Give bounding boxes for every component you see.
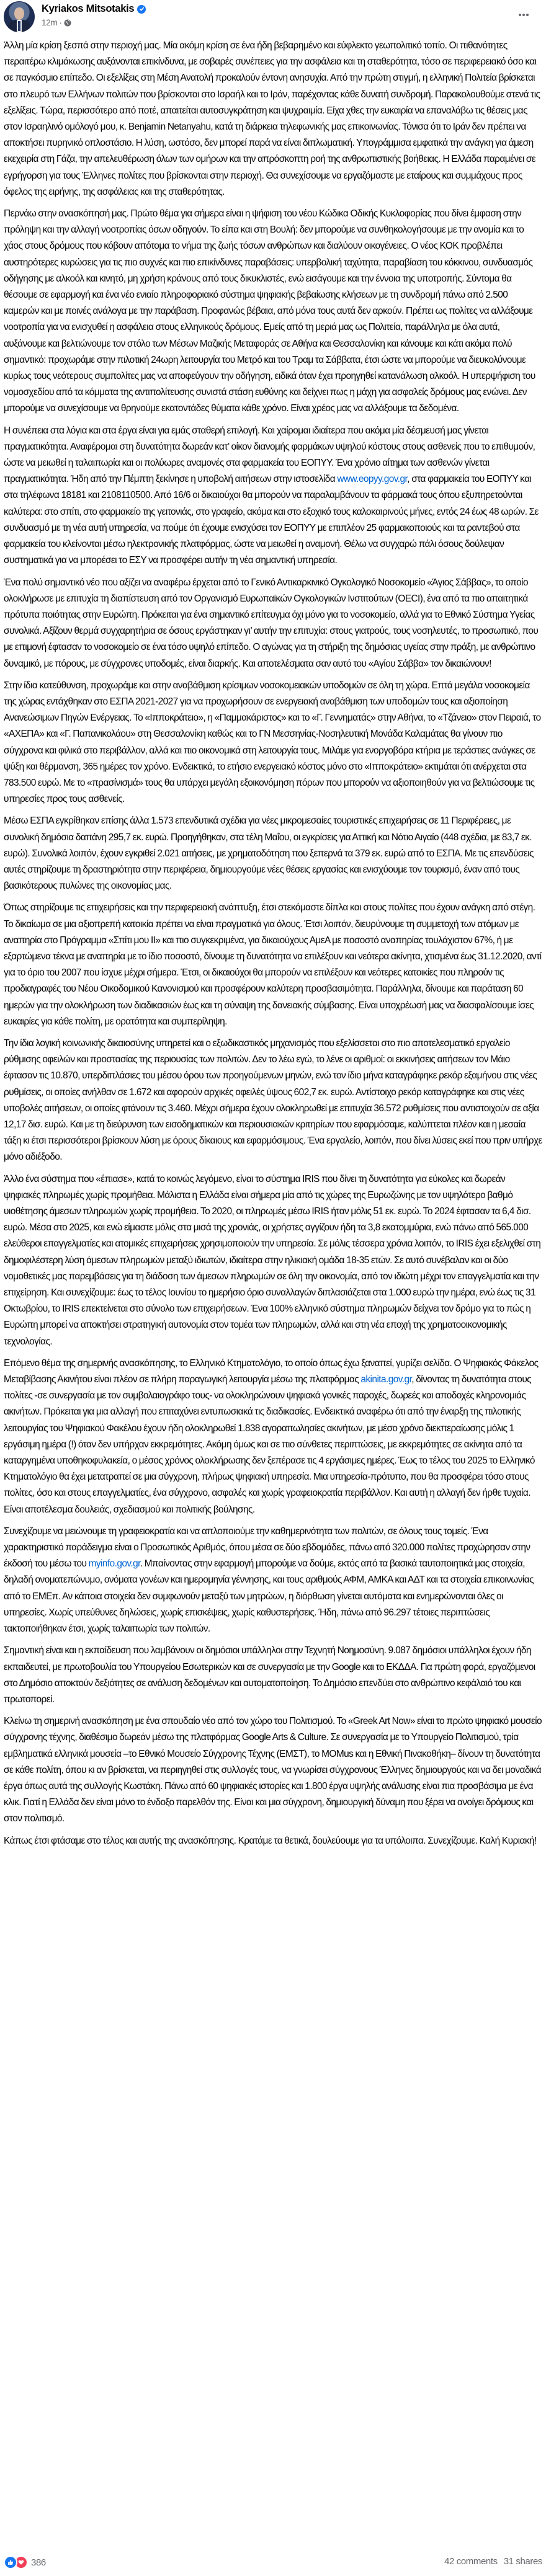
post-paragraph [4, 1524, 542, 1637]
more-dot [519, 14, 521, 16]
inline-link[interactable]: myinfo.gov.gr [88, 1558, 140, 1570]
more-dot [526, 14, 529, 16]
post-header [0, 0, 546, 32]
post-body [0, 32, 546, 1849]
inline-link[interactable]: akinita.gov.gr [360, 1374, 412, 1385]
paragraph-text: Συνεχίζουμε να μειώνουμε τη γραφειοκρατία και να απλοποιούμε την καθημερινότητα των πολιτών, σε όλους τους τομείς. Ένα χαρακτηριστικό παράδειγμα είναι ο Προσωπικός Αριθμός, όπου μέσα σε δύο εβδομάδες, πάνω από 320.000 πολίτες προχώρησαν στην έκδοσή του μέσω του [4, 1526, 530, 1570]
paragraph-text: Άλλο ένα σύστημα που «έπιασε», κατά το κοινώς λεγόμενο, είναι το σύστημα IRIS που δίνει τη δυνατότητα για εύκολες και δωρεάν ψηφιακές πληρωμές χωρίς προμήθεια. Μάλιστα η Ελλάδα είναι σήμερα μία από τις χώρες της Ευρωζώνης με τον υψηλότερο βαθμό υιοθέτησης άμεσων πληρωμών χωρίς προμήθεια. Το 2020, οι πληρωμές μέσω IRIS ήταν μόλις 51 εκ. ευρώ. Το 2024 έφτασαν τα 6,4 δισ. ευρώ. Μέσα στο 2025, και ενώ είμαστε μόλις στα μισά της χρονιάς, οι χρήστες αγγίζουν ήδη τα 3,8 εκατομμύρια, ενώ πάνω από 565.000 ελεύθεροι επαγγελματίες και ατομικές επιχειρήσεις χρησιμοποιούν την υπηρεσία. Σε μόλις τέσσερα χρόνια λοιπόν, το IRIS έχει εξελιχθεί στη δημοφιλέστερη λύση άμεσων πληρωμών μεταξύ ιδιωτών, ιδιαίτερα στην ηλικιακή ομάδα 18-35 ετών. Σε αυτό συνέβαλαν και οι δύο νομοθετικές μας παρεμβάσεις για τη διάδοση των άμεσων πληρωμών σε όλη την οικονομία, από τον ιδιώτη μέχρι τον επαγγελματία και την επιχείρηση. Και συνεχίζουμε: έως το τέλος Ιουνίου το ημερήσιο όριο συναλλαγών διπλασιάζεται στα 1.000 ευρώ την ημέρα, ενώ έως τις 31 Οκτωβρίου, το IRIS επεκτείνεται στο σύνολο των επιχειρήσεων. Ένα 100% ελληνικό σύστημα πληρωμών δείχνει τον δρόμο για το πώς η Ευρώπη μπορεί να αποκτήσει στρατηγική αυτονομία στον τομέα των πληρωμών, αλλά και στη νέα εποχή της χρηματοοικονομικής τεχνολογίας. [4, 1173, 541, 1347]
post-paragraph [4, 1036, 542, 1166]
shares-count[interactable]: 31 shares [503, 2556, 542, 2567]
globe-icon[interactable] [64, 19, 71, 27]
post-paragraph [4, 1833, 542, 1849]
reaction-count[interactable]: 386 [31, 2557, 46, 2568]
post-footer [0, 2553, 546, 2572]
paragraph-text: Κλείνω τη σημερινή ανασκόπηση με ένα σπουδαίο νέο από τον χώρο του Πολιτισμού. Το «Greek Art Now» είναι το πρώτο ψηφιακό μουσείο σύγχρονης τέχνης, διαθέσιμο δωρεάν μέσω της πλατφόρμας Google Arts & Culture. Σε συνεργασία με το Υπουργείο Πολιτισμού, τρία εμβληματικά ελληνικά μουσεία –το Εθνικό Μουσείο Σύγχρονης Τέχνης (ΕΜΣΤ), το MOMus και η Εθνική Πινακοθήκη– δίνουν τη δυνατότητα σε κάθε πολίτη, όπου κι αν βρίσκεται, να περιηγηθεί στις συλλογές τους, να γνωρίσει σύγχρονους Έλληνες δημιουργούς και να δει μοναδικά έργα όπως αυτά της συλλογής Κωστάκη. Πάνω από 60 ψηφιακές ιστορίες και 1.800 έργα υψηλής ανάλυσης είναι πια προσβάσιμα με ένα κλικ. Γιατί η Ελλάδα δεν είναι μόνο το ένδοξο παρελθόν της. Είναι και μια σύγχρονη, δημιουργική δύναμη που ξέρει να ανοίγει δρόμους και στον πολιτισμό. [4, 1716, 542, 1824]
paragraph-text: . Μπαίνοντας στην εφαρμογή μπορούμε να δούμε, εκτός από τα βασικά ταυτοποιητικά μας στοιχεία, δηλαδή ονοματεπώνυμο, ονόματα γονέων και ημερομηνία γέννησης, και τους αριθμούς ΑΦΜ, ΑΜΚΑ και ΑΔΤ και τα στοιχεία επικοινωνίας από το ΕΜΕπ. Αν κάποια στοιχεία δεν συμφωνούν μεταξύ των μητρώων, η διόρθωση γίνεται αυτόματα και ενημερώνονται όλες οι υπηρεσίες. Χωρίς υπεύθυνες δηλώσεις, χωρίς επισκέψεις, χωρίς καθυστερήσεις. Ήδη, πάνω από 96.297 τέτοιες περιπτώσεις τακτοποιήθηκαν έτσι, χωρίς ταλαιπωρία των πολιτών. [4, 1558, 534, 1635]
paragraph-text: Την ίδια λογική κοινωνικής δικαιοσύνης υπηρετεί και ο εξωδικαστικός μηχανισμός που εξελίσσεται στο πιο αποτελεσματικό εργαλείο ρύθμισης οφειλών και προστασίας της περιουσίας των πολιτών. Δεν το λέω εγώ, το λένε οι αριθμοί: οι εκκινήσεις αιτήσεων τον Μάιο έφτασαν τις 10.870, υπερδιπλάσιες του μέσου όρου των προηγούμενων μηνών, ενώ τον ίδιο μήνα καταγράφηκε ρεκόρ εξαμήνου στις νέες ρυθμίσεις, οι οποίες ανήλθαν σε 1.672 και αφορούν αρχικές οφειλές ύψους 602,7 εκ. ευρώ. Αντίστοιχο ρεκόρ καταγράφηκε και στις νέες υποβολές αιτήσεων, οι οποίες φτάνουν τις 3.460. Μέχρι σήμερα έχουν ολοκληρωθεί με επιτυχία 36.572 ρυθμίσεις που αντιστοιχούν σε αξία 12,17 δισ. ευρώ. Και με τη διεύρυνση των εισοδηματικών και περιουσιακών κριτηρίων που εφαρμόσαμε, καλύπτεται πλέον και η μεσαία τάξη κι έτσι περισσότεροι βρίσκουν λύση με όρους δίκαιους και εφαρμόσιμους. Ένα εργαλείο, λοιπόν, που δίνει λύσεις εκεί που πριν υπήρχε μόνο αδιέξοδο. [4, 1037, 542, 1163]
post-paragraph [4, 900, 542, 1030]
avatar-face [14, 7, 24, 20]
paragraph-text: Μέσω ΕΣΠΑ εγκρίθηκαν επίσης άλλα 1.573 επενδυτικά σχέδια για νέες μικρομεσαίες τουριστικές επιχειρήσεις σε 11 Περιφέρειες, με συνολική δημόσια δαπάνη 295,7 εκ. ευρώ. Προηγήθηκαν, στα τέλη Μαΐου, οι εγκρίσεις για Αττική και Νότιο Αιγαίο (448 σχέδια, με 83,7 εκ. ευρώ). Συνολικά λοιπόν, έχουν εγκριθεί 2.021 αιτήσεις, με χρηματοδότηση που ξεπερνά τα 379 εκ. ευρώ από το ΕΣΠΑ. Με τις επενδύσεις αυτές στηρίζουμε τη δραστηριότητα στην περιφέρεια, δημιουργούμε νέες θέσεις εργασίας και ενισχύουμε τον τουρισμό, έναν από τους βασικότερους πυλώνες της οικονομίας μας. [4, 815, 534, 892]
paragraph-text: Όπως στηρίζουμε τις επιχειρήσεις και την περιφερειακή ανάπτυξη, έτσι στεκόμαστε δίπλα και στους πολίτες που έχουν ανάγκη από στέγη. Το δικαίωμα σε μια αξιοπρεπή κατοικία πρέπει να είναι πραγματικά για όλους. Έτσι λοιπόν, διευρύνουμε τη συμμετοχή των ατόμων με αναπηρία στο Πρόγραμμα «Σπίτι μου ΙΙ» και πιο συγκεκριμένα, για δικαιούχους ΑμεΑ με ποσοστό αναπηρίας τουλάχιστον 67%, ή με εξαρτώμενα τέκνα με αναπηρία με το ίδιο ποσοστό, δίνουμε τη δυνατότητα να επιλέξουν και νεότερα ακίνητα, χτισμένα έως 31.12.2020, αντί για το όριο του 2007 που ίσχυε μέχρι σήμερα. Έτσι, οι δικαιούχοι θα μπορούν να επιλέξουν και νεότερες κατοικίες που πληρούν τις προδιαγραφές του Νέου Οικοδομικού Κανονισμού και προσφέρουν καλύτερη προσβασιμότητα. Παράλληλα, δίνουμε και παράταση 60 ημερών για την ολοκλήρωση των διαδικασιών έως και τη σύναψη της δανειακής σύμβασης. Είναι υποχρέωσή μας να διασφαλίσουμε ίσες ευκαιρίες για κάθε πολίτη, με ορατότητα και συμπερίληψη. [4, 902, 542, 1027]
inline-link[interactable]: www.eopyy.gov.gr [337, 474, 408, 485]
paragraph-text: Σημαντική είναι και η εκπαίδευση που λαμβάνουν οι δημόσιοι υπάλληλοι στην Τεχνητή Νοημοσύνη. 9.087 δημόσιοι υπάλληλοι έχουν ήδη εκπαιδευτεί, με πρωτοβουλία του Υπουργείου Εσωτερικών και σε συνεργασία με την Google και το ΕΚΔΔΑ. Για πρώτη φορά, εργαζόμενοι στο Δημόσιο αποκτούν δεξιότητες σε ανάλυση δεδομένων και αυτοματοποίηση. Το Δημόσιο επενδύει στο ανθρώπινο κεφάλαιό του και πρωτοπορεί. [4, 1645, 535, 1705]
post-paragraph [4, 813, 542, 894]
author-name-text[interactable]: Kyriakos Mitsotakis [42, 3, 135, 14]
paragraph-text: Άλλη μία κρίση ξεσπά στην περιοχή μας. Μία ακόμη κρίση σε ένα ήδη βεβαρημένο και εύφλεκτο γεωπολιτικό τοπίο. Οι πιθανότητες περαιτέρω κλιμάκωσης αυξάνονται επικίνδυνα, με σοβαρές συνέπειες για την ασφάλεια και τη σταθερότητα, τόσο σε περιφερειακό όσο και σε παγκόσμιο επίπεδο. Οι εξελίξεις στη Μέση Ανατολή προκαλούν έντονη ανησυχία. Από την πρώτη στιγμή, η ελληνική Πολιτεία βρίσκεται στο πλευρό των Ελλήνων πολιτών που βρίσκονται στο Ισραήλ και το Ιράν, παρέχοντας κάθε δυνατή συνδρομή. Παρακολουθούμε στενά τις εξελίξεις. Τώρα, περισσότερο από ποτέ, απαιτείται αυτοσυγκράτηση και ψυχραιμία. Είχα χθες την ευκαιρία να επαναλάβω τις θέσεις μας στον Ισραηλινό ομόλογό μου, κ. Benjamin Netanyahu, κατά τη διάρκεια τηλεφωνικής μας επικοινωνίας. Τόνισα ότι το Ιράν δεν πρέπει να αποκτήσει πυρηνικό οπλοστάσιο. Η λύση, ωστόσο, δεν μπορεί παρά να είναι διπλωματική. Υπογράμμισα εμφατικά την ανάγκη για άμεση εκεχειρία στη Γάζα, την απελευθέρωση όλων των ομήρων και την απρόσκοπτη ροή της ανθρωπιστικής βοήθειας. Η Ελλάδα παραμένει σε εγρήγορση για τους Έλληνες πολίτες που βρίσκονται στην περιοχή. Θα συνεχίσουμε να εργαζόμαστε με εταίρους και συμμάχους προς όφελος της ειρήνης, της ασφάλειας και της σταθερότητας. [4, 40, 540, 197]
post-paragraph [4, 423, 542, 569]
author-name[interactable] [42, 3, 146, 15]
post-paragraph [4, 1171, 542, 1350]
post-meta [42, 18, 71, 27]
paragraph-text: , στα φαρμακεία του ΕΟΠΥΥ και στα τηλέφωνα 18181 και 2108110500. Από 16/6 οι δικαιούχοι θα μπορούν να παραλαμβάνουν τα φάρμακά τους όπου εξυπηρετούνται καλύτερα: στο σπίτι, στο φαρμακείο της γειτονιάς, στο γραφείο, ακόμα και στο εξοχικό τους καλοκαιρινούς μήνες, εντός 24 έως 48 ωρών. Σε συνδυασμό με τη νέα αυτή υπηρεσία, να πούμε ότι έχουμε ενισχύσει τον ΕΟΠΥΥ με επιπλέον 25 φαρμακοποιούς και τα ραντεβού στα φαρμακεία του κλείνονται μέσω ηλεκτρονικής πλατφόρμας, ώστε να μειωθεί η αναμονή. Θέλω να συγχαρώ πάλι όσους δούλεψαν συστηματικά για να μπορέσει το ΕΣΥ να προσφέρει αυτήν τη νέα σημαντική υπηρεσία. [4, 474, 539, 566]
avatar-tie [18, 21, 20, 31]
like-reaction-icon [4, 2556, 17, 2569]
paragraph-text: Ένα πολύ σημαντικό νέο που αξίζει να αναφέρω έρχεται από το Γενικό Αντικαρκινικό Ογκολογικό Νοσοκομείο «Άγιος Σάββας», το οποίο ολοκλήρωσε με επιτυχία τη διαπίστευση από τον Οργανισμό Ευρωπαϊκών Ογκολογικών Ινστιτούτων (OECI), ένα από τα πιο απαιτητικά πρότυπα ποιότητας στην Ευρώπη. Πρόκειται για ένα σημαντικό επίτευγμα όχι μόνο για το νοσοκομείο, αλλά για το Εθνικό Σύστημα Υγείας συνολικά. Αξίζουν θερμά συγχαρητήρια σε όσους εργάστηκαν γι’ αυτήν την επιτυχία: στους γιατρούς, τους νοσηλευτές, το προσωπικό, που με επιμονή έφτασαν το νοσοκομείο σε ένα τόσο υψηλό επίπεδο. Ο αγώνας για τη στήριξη της δημόσιας υγείας στην πράξη, με ανθρώπινο δυναμικό, με πόρους, με σύγχρονες υποδομές, είναι διαρκής. Και αποτελέσματα σαν αυτό του «Αγίου Σάββα» τον δικαιώνουν! [4, 577, 539, 669]
paragraph-text: Η συνέπεια στα λόγια και στα έργα είναι για εμάς σταθερή επιλογή. Και χαίρομαι ιδιαίτερα που ακόμα μία δέσμευσή μας γίνεται πραγματικότητα. Αναφέρομαι στη δυνατότητα δωρεάν κατ’ οίκον διανομής φαρμάκων υψηλού κόστους στους ασθενείς που το επιθυμούν, ώστε να μειωθεί η ταλαιπωρία και οι πολύωρες αναμονές στα φαρμακεία του ΕΟΠΥΥ. Ένα χρόνιο αίτημα των ασθενών γίνεται πραγματικότητα. Ήδη από την Πέμπτη ξεκίνησε η υποβολή αιτήσεων στην ιστοσελίδα [4, 425, 535, 485]
author-avatar[interactable] [4, 1, 35, 32]
post-paragraph [4, 206, 542, 417]
post-paragraph [4, 678, 542, 808]
post-paragraph [4, 1713, 542, 1827]
paragraph-text: Επόμενο θέμα της σημερινής ανασκόπησης, το Ελληνικό Κτηματολόγιο, το οποίο όπως έχω ξαναπεί, γυρίζει σελίδα. Ο Ψηφιακός Φάκελος Μεταβίβασης Ακινήτου είναι πλέον σε πλήρη παραγωγική λειτουργία μέσω της πλατφόρμας [4, 1357, 539, 1385]
post-paragraph [4, 38, 542, 200]
paragraph-text: Στην ίδια κατεύθυνση, προχωράμε και στην αναβάθμιση κρίσιμων νοσοκομειακών υποδομών σε όλη τη χώρα. Επτά μεγάλα νοσοκομεία της χώρας εντάχθηκαν στο ΕΣΠΑ 2021-2027 για να προχωρήσουν σε ενεργειακή αναβάθμιση των υποδομών τους και αξιοποίηση Ανανεώσιμων Πηγών Ενέργειας. Το «Ιπποκράτειο», η «Παμμακάριστος» και το «Γ. Γεννηματάς» στην Αθήνα, το «Τζάνειο» στον Πειραιά, το «ΑΧΕΠΑ» και «Γ. Παπανικολάου» στη Θεσσαλονίκη καθώς και το ΓΝ Μεσσηνίας-Νοσηλευτική Μονάδα Καλαμάτας θα γίνουν πιο σύγχρονα και φιλικά στο περιβάλλον, αλλά και πιο οικονομικά στη λειτουργία τους. Μιλάμε για ενοργοβόρα κτήρια με τεράστιες ανάγκες σε ψύξη και θέρμανση, 365 ημέρες τον χρόνο. Ενδεικτικά, το ετήσιο ενεργειακό κόστος μόνο στο «Ιπποκράτειο» εκτιμάται ότι ανέρχεται στα 783.500 ευρώ. Με το «πρασίνισμά» τους θα υπάρχει μεγάλη εξοικονόμηση πόρων που μπορούν να αξιοποιηθούν για να βελτιώσουμε τις υπηρεσίες προς τους ασθενείς. [4, 680, 541, 805]
more-options-icon[interactable] [516, 9, 531, 21]
verified-badge-icon [137, 5, 146, 14]
engagement-stats [444, 2556, 542, 2567]
more-dot [522, 14, 525, 16]
post-time[interactable]: 12m [42, 18, 58, 27]
post-paragraph [4, 575, 542, 672]
paragraph-text: Περνάω στην ανασκόπησή μας. Πρώτο θέμα για σήμερα είναι η ψήφιση του νέου Κώδικα Οδικής Κυκλοφορίας που δίνει έμφαση στην πρόληψη και την αλλαγή νοοτροπίας όσων οδηγούν. Το είπα και στη Βουλή: δεν μπορούμε να συνθηκολογήσουμε με την ανομία και το χάος στους δρόμους που κόβουν απότομα το νήμα της ζωής τόσων ανθρώπων και διαλύουν οικογένειες. Ο νέος ΚΟΚ προβλέπει αυστηρότερες κυρώσεις για τις πιο συχνές και πιο επικίνδυνες παραβάσεις: υπερβολική ταχύτητα, παραβίαση του κόκκινου, συνδυασμός οδήγησης με αλκοόλ και κινητό, μη χρήση κράνους από τους δικυκλιστές, ενώ εισάγουμε και την έννοια της υποτροπής. Σύντομα θα θέσουμε σε εφαρμογή και ένα νέο ενιαίο πληροφοριακό σύστημα ψηφιακής βεβαίωσης κλήσεων με τη συνδρομή πάνω από 2.500 καμερών και με ποινές ανάλογα με την παράβαση. Προφανώς βέβαια, από μόνα τους αυτά δεν αρκούν. Πρέπει ως πολίτες να αλλάξουμε νοοτροπία για να ενισχυθεί η ασφάλεια στους ελληνικούς δρόμους. Εμείς από τη μεριά μας ως Πολιτεία, παράλληλα με όλα αυτά, αυξάνουμε και βελτιώνουμε τον στόλο των Μέσων Μαζικής Μεταφοράς σε Αθήνα και Θεσσαλονίκη και κάνουμε και κάτι ακόμα πολύ σημαντικό: προχωράμε στην πιλοτική 24ωρη λειτουργία του Μετρό και του Τραμ τα Σάββατα, έτσι ώστε να μπορούμε να διευκολύνουμε κυρίως τους νεότερους συμπολίτες μας να αποφεύγουν την οδήγηση, ειδικά όταν έχει προηγηθεί κατανάλωση αλκοόλ. Η υπερψήφιση του νομοσχεδίου από τα κόμματα της αντιπολίτευσης συνιστά στάση ευθύνης και δείχνει πως η μάχη για ασφαλείς δρόμους μας ενώνει. Δεν μπορούμε να συνεχίσουμε να θρηνούμε εκατοντάδες θύματα κάθε χρόνο. Είναι χρέος μας να αλλάξουμε τα δεδομένα. [4, 208, 535, 414]
paragraph-text: Κάπως έτσι φτάσαμε στο τέλος και αυτής της ανασκόπησης. Κρατάμε τα θετικά, δουλεύουμε για τα υπόλοιπα. Συνεχίζουμε. Καλή Κυριακή! [4, 1835, 537, 1846]
paragraph-text: , δίνοντας τη δυνατότητα στους πολίτες -σε συνεργασία με τον συμβολαιογράφο τους- να ολοκληρώνουν ψηφιακά γονικές παροχές, δωρεές και αποδοχές κληρονομιάς ακινήτων. Πρόκειται για μια αλλαγή που επιταχύνει εντυπωσιακά τις διαδικασίες. Ενδεικτικά αναφέρω ότι από την έναρξη της πιλοτικής λειτουργίας του Ψηφιακού Φακέλου έχουν ήδη ολοκληρωθεί 1.838 αγοραπωλησίες ακινήτων, με μέσο χρόνο διεκπεραίωσης μόλις 1 εργάσιμη ημέρα (!) όταν δεν υπήρχαν εκκρεμότητες. Ακόμη όμως και σε πιο σύνθετες περιπτώσεις, με εκκρεμότητες σε ακίνητα από τα καταργημένα υποθηκοφυλακεία, ο μέσος χρόνος ολοκλήρωσης δεν ξεπέρασε τις 4 εργάσιμες ημέρες. Έως το τέλος του 2025 το Ελληνικό Κτηματολόγιο θα έχει μετατραπεί σε μια σύγχρονη, πλήρως ψηφιακή υπηρεσία. Μια υπηρεσία-πρότυπο, που θα προσφέρει τόσο στους πολίτες, όσο και στους επαγγελματίες, ένα σύγχρονο, ασφαλές και χωρίς γραφειοκρατία περιβάλλον. Και αυτή η αλλαγή δεν ήρθε τυχαία. Είναι αποτέλεσμα δουλειάς, σχεδιασμού και πολιτικής βούλησης. [4, 1374, 535, 1515]
comments-count[interactable]: 42 comments [444, 2556, 498, 2567]
post-paragraph [4, 1356, 542, 1518]
post-paragraph [4, 1643, 542, 1708]
meta-separator: · [59, 18, 62, 27]
reactions-summary[interactable] [4, 2556, 46, 2569]
